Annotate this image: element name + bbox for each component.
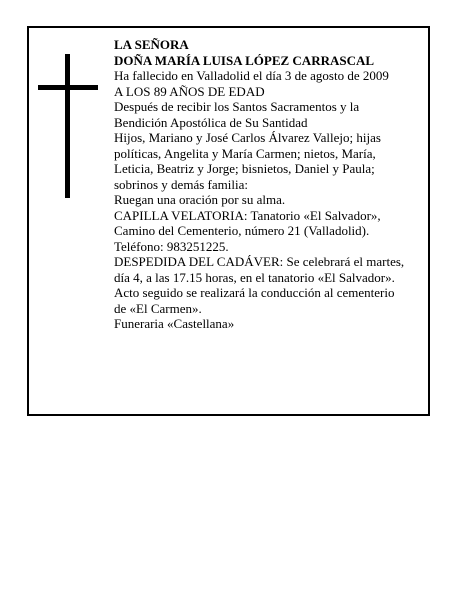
notice-line: Ruegan una oración por su alma. [114,192,286,207]
notice-line: Ha fallecido en Valladolid el día 3 de agosto de 2009 [114,68,389,83]
notice-line: Bendición Apostólica de Su Santidad [114,114,308,130]
notice-line: día 4, a las 17.15 horas, en el tanatorio «El Salvador». [114,269,395,285]
cross-vertical-bar [65,54,70,198]
notice-line: Hijos, Mariano y José Carlos Álvarez Vallejo; hijas [114,130,381,145]
notice-line: DESPEDIDA DEL CADÁVER: Se celebrará el martes, [114,254,405,269]
cross-icon [38,54,98,198]
cross-horizontal-bar [38,85,98,90]
notice-line: Funeraria «Castellana» [114,316,235,331]
notice-line: Leticia, Beatriz y Jorge; bisnietos, Daniel y Paula; [114,161,375,176]
deceased-name: DOÑA MARÍA LUISA LÓPEZ CARRASCAL [114,52,375,68]
notice-heading: LA SEÑORA [114,37,189,52]
notice-line: Teléfono: 983251225. [114,238,229,254]
obituary-text [114,37,426,332]
notice-line: Acto seguido se realizará la conducción al cementerio [114,285,395,300]
notice-line: CAPILLA VELATORIA: Tanatorio «El Salvador», [114,207,381,223]
notice-line: Después de recibir los Santos Sacramentos y la [114,99,360,114]
notice-line: sobrinos y demás familia: [114,176,248,192]
notice-line: de «El Carmen». [114,300,202,316]
notice-line: políticas, Angelita y María Carmen; nietos, María, [114,145,376,161]
notice-line: Camino del Cementerio, número 21 (Valladolid). [114,223,370,238]
notice-line: A LOS 89 AÑOS DE EDAD [114,83,265,99]
